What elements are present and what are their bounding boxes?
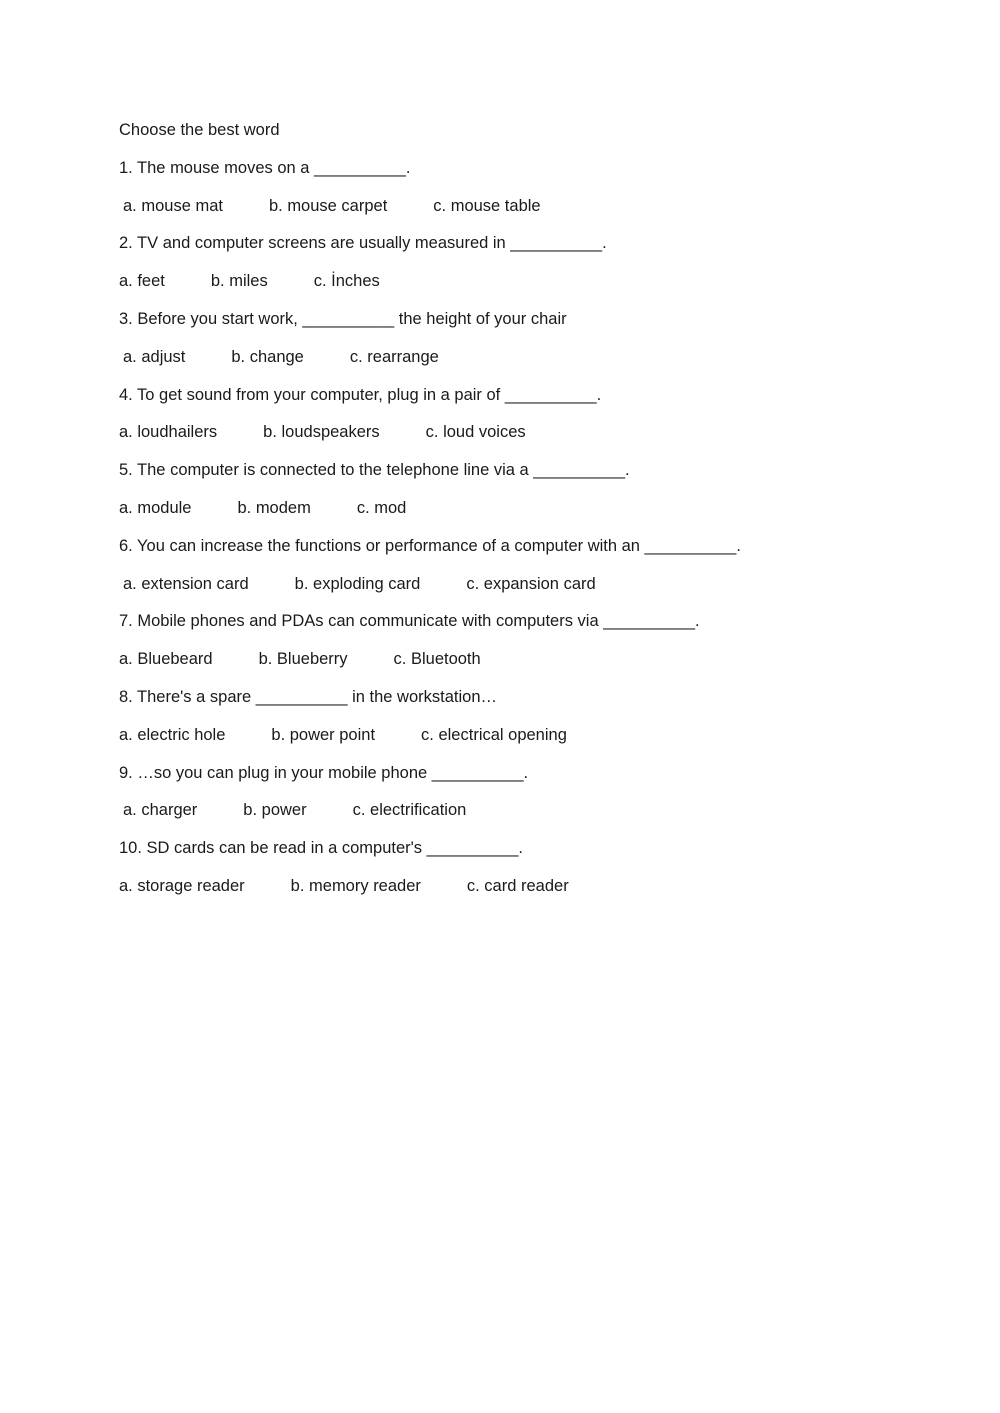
answer-options	[119, 421, 899, 459]
option-c: c. electrification	[352, 801, 467, 820]
option-b: b. power point	[271, 725, 376, 744]
option-b: b. Blueberry	[258, 650, 348, 669]
answer-options	[119, 875, 899, 913]
option-b: b. modem	[237, 498, 311, 517]
option-c: c. expansion card	[466, 574, 596, 593]
option-c: c. loud voices	[425, 423, 526, 442]
answer-options	[119, 270, 899, 308]
option-b: b. loudspeakers	[263, 423, 380, 442]
question-block	[119, 232, 899, 308]
worksheet	[119, 119, 899, 913]
answer-options	[119, 724, 899, 762]
option-b: b. mouse carpet	[268, 196, 388, 215]
option-a: a. charger	[123, 801, 198, 820]
question-text: 5. The computer is connected to the telephone line via a __________.	[119, 461, 630, 480]
option-a: a. adjust	[123, 347, 186, 366]
option-a: a. loudhailers	[119, 423, 218, 442]
question-block	[119, 384, 899, 460]
question-text: 10. SD cards can be read in a computer's __________.	[119, 839, 523, 858]
option-c: c. mouse table	[433, 196, 541, 215]
option-a: a. mouse mat	[123, 196, 223, 215]
option-c: c. card reader	[466, 876, 569, 895]
question-block	[119, 686, 899, 762]
option-c: c. mod	[356, 498, 407, 517]
question-text: 8. There's a spare __________ in the workstation…	[119, 687, 498, 706]
question-text: 7. Mobile phones and PDAs can communicate with computers via __________.	[119, 612, 700, 631]
option-a: a. electric hole	[119, 725, 226, 744]
option-c: c. Bluetooth	[393, 650, 481, 669]
instruction: Choose the best word	[119, 121, 280, 139]
question-block	[119, 762, 899, 838]
question-block	[119, 157, 899, 233]
question-block	[119, 535, 899, 611]
option-a: a. feet	[119, 272, 165, 291]
option-b: b. power	[243, 801, 307, 820]
question-block	[119, 837, 899, 913]
option-b: b. change	[231, 347, 304, 366]
option-c: c. electrical opening	[421, 725, 567, 744]
option-b: b. miles	[210, 272, 268, 291]
question-text: 4. To get sound from your computer, plug in a pair of __________.	[119, 385, 602, 404]
question-block	[119, 459, 899, 535]
question-text: 1. The mouse moves on a __________.	[119, 158, 411, 177]
question-text: 6. You can increase the functions or performance of a computer with an __________.	[119, 536, 741, 555]
question-text: 2. TV and computer screens are usually measured in __________.	[119, 234, 607, 253]
option-a: a. Bluebeard	[119, 650, 213, 669]
option-b: b. memory reader	[290, 876, 421, 895]
question-text: 9. …so you can plug in your mobile phone __________.	[119, 763, 529, 782]
answer-options	[119, 648, 899, 686]
answer-options	[119, 573, 899, 611]
option-c: c. rearrange	[349, 347, 439, 366]
answer-options	[119, 497, 899, 535]
option-a: a. module	[119, 498, 192, 517]
question-block	[119, 610, 899, 686]
option-b: b. exploding card	[294, 574, 421, 593]
option-c: c. İnches	[313, 272, 380, 291]
question-text: 3. Before you start work, __________ the height of your chair	[119, 309, 567, 328]
answer-options	[119, 799, 899, 837]
answer-options	[119, 195, 899, 233]
option-a: a. extension card	[123, 574, 249, 593]
answer-options	[119, 346, 899, 384]
question-block	[119, 308, 899, 384]
option-a: a. storage reader	[119, 876, 245, 895]
